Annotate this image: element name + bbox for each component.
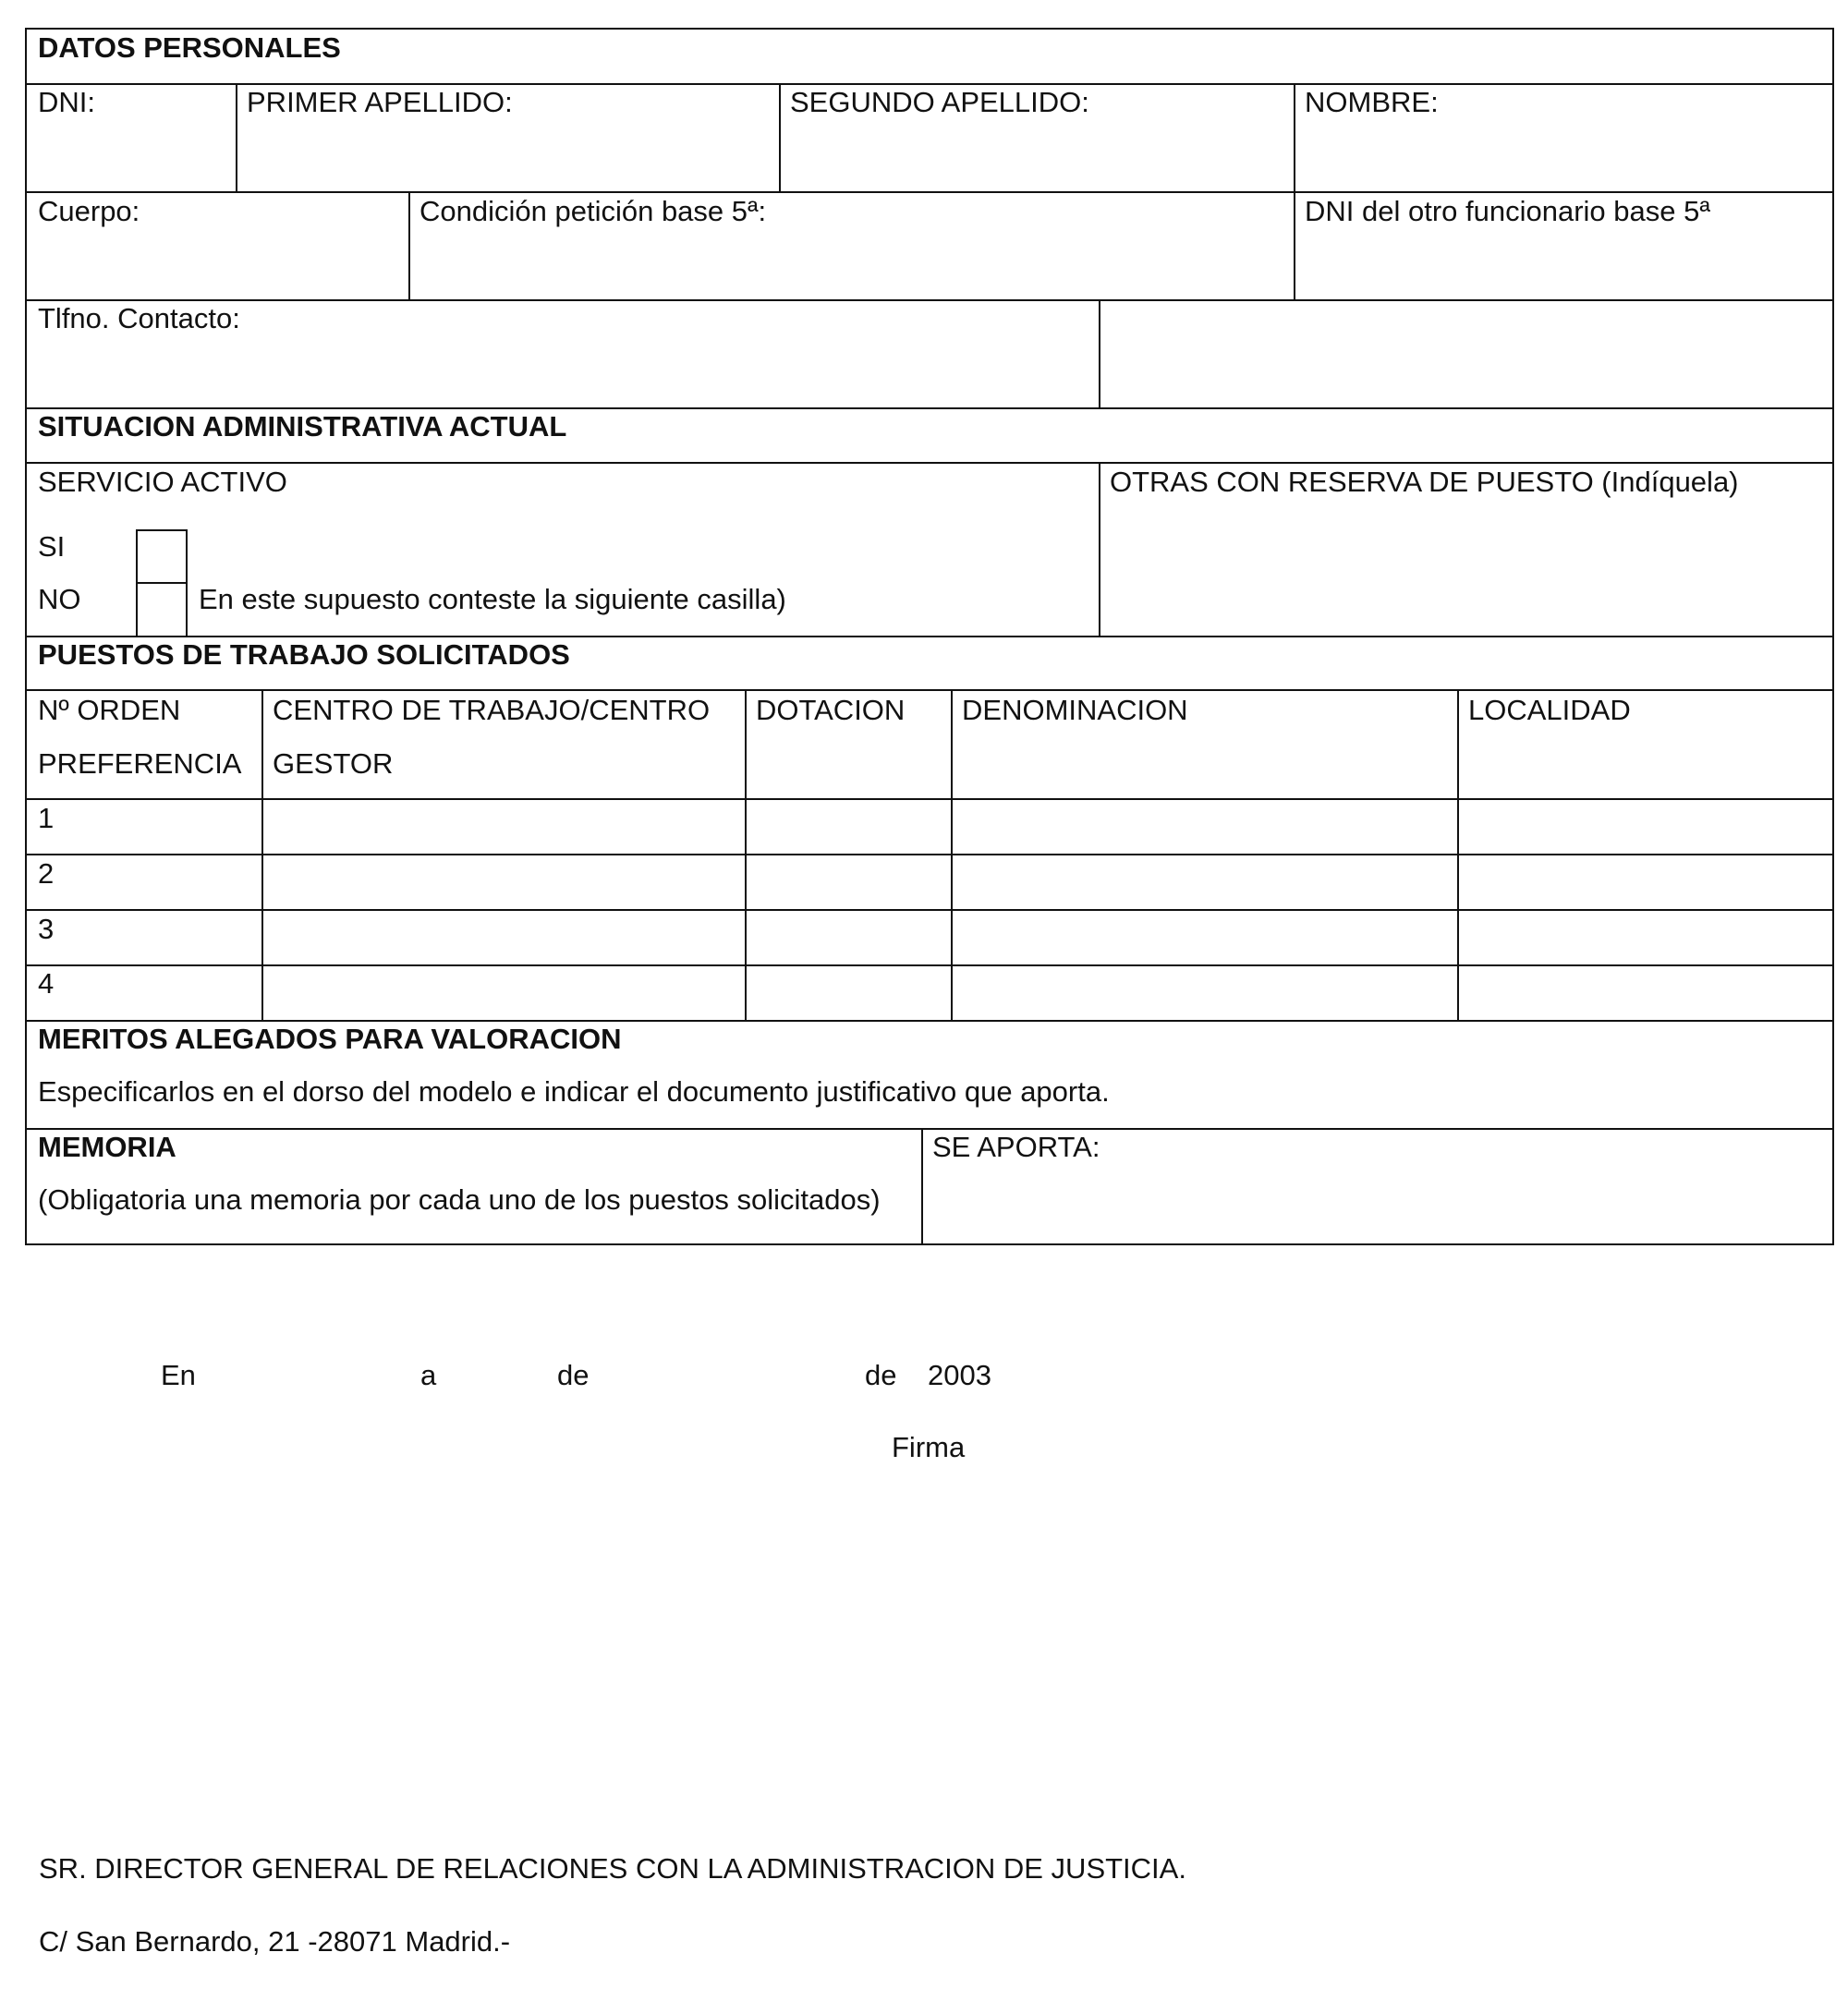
addressee: SR. DIRECTOR GENERAL DE RELACIONES CON LA ADMINISTRACION DE JUSTICIA.: [39, 1852, 1186, 1885]
rule: [27, 854, 1832, 855]
primer-apellido-label: PRIMER APELLIDO:: [247, 86, 513, 118]
si-checkbox[interactable]: [136, 529, 188, 584]
rule: [921, 1128, 923, 1245]
header-orden: Nº ORDEN: [38, 694, 181, 726]
rule: [27, 636, 1832, 637]
rule: [951, 689, 953, 1020]
header-gestor: GESTOR: [273, 747, 394, 780]
section-title-puestos: PUESTOS DE TRABAJO SOLICITADOS: [38, 638, 570, 671]
rule: [261, 689, 263, 1020]
rule: [27, 299, 1832, 301]
rule: [408, 191, 410, 299]
section-title-memoria: MEMORIA: [38, 1131, 176, 1163]
no-label: NO: [38, 583, 81, 615]
nombre-label: NOMBRE:: [1305, 86, 1439, 118]
rule: [1294, 83, 1295, 299]
segundo-apellido-label: SEGUNDO APELLIDO:: [790, 86, 1089, 118]
se-aporta-label: SE APORTA:: [932, 1131, 1100, 1163]
si-label: SI: [38, 530, 66, 563]
rule: [1457, 689, 1459, 1020]
row-number: 2: [38, 857, 55, 890]
rule: [27, 83, 1832, 85]
rule: [27, 964, 1832, 966]
dni-otro-label: DNI del otro funcionario base 5ª: [1305, 195, 1710, 227]
rule: [27, 462, 1832, 464]
row-number: 3: [38, 913, 55, 945]
header-localidad: LOCALIDAD: [1468, 694, 1631, 726]
rule: [779, 83, 781, 191]
otras-reserva-label: OTRAS CON RESERVA DE PUESTO (Indíquela): [1110, 466, 1739, 498]
no-checkbox[interactable]: [136, 582, 188, 637]
date-a: a: [420, 1359, 437, 1391]
date-de: de: [865, 1359, 897, 1391]
rule: [27, 798, 1832, 800]
rule: [27, 1020, 1832, 1022]
section-title-datos-personales: DATOS PERSONALES: [38, 31, 341, 64]
no-note: En este supuesto conteste la siguiente casilla): [199, 583, 786, 615]
row-number: 4: [38, 967, 55, 1000]
date-de: de: [557, 1359, 590, 1391]
section-title-situacion: SITUACION ADMINISTRATIVA ACTUAL: [38, 410, 567, 443]
row-number: 1: [38, 802, 55, 834]
rule: [27, 1128, 1832, 1130]
rule: [27, 909, 1832, 911]
rule: [27, 689, 1832, 691]
section-title-meritos: MERITOS ALEGADOS PARA VALORACION: [38, 1023, 622, 1055]
rule: [27, 191, 1832, 193]
header-denominacion: DENOMINACION: [962, 694, 1188, 726]
header-centro: CENTRO DE TRABAJO/CENTRO: [273, 694, 711, 726]
rule: [236, 83, 237, 191]
rule: [1099, 299, 1100, 407]
rule: [745, 689, 747, 1020]
condicion-label: Condición petición base 5ª:: [419, 195, 767, 227]
date-year: 2003: [928, 1359, 991, 1391]
header-preferencia: PREFERENCIA: [38, 747, 242, 780]
memoria-note: (Obligatoria una memoria por cada uno de los puestos solicitados): [38, 1183, 881, 1216]
place-en: En: [161, 1359, 196, 1391]
cuerpo-label: Cuerpo:: [38, 195, 140, 227]
header-dotacion: DOTACION: [756, 694, 906, 726]
telefono-label: Tlfno. Contacto:: [38, 302, 240, 334]
application-form: [25, 28, 1834, 1245]
servicio-activo-label: SERVICIO ACTIVO: [38, 466, 287, 498]
address: C/ San Bernardo, 21 -28071 Madrid.-: [39, 1925, 511, 1958]
rule: [27, 407, 1832, 409]
meritos-note: Especificarlos en el dorso del modelo e indicar el documento justificativo que aporta.: [38, 1075, 1110, 1108]
dni-label: DNI:: [38, 86, 95, 118]
firma-label: Firma: [892, 1431, 966, 1463]
rule: [1099, 462, 1100, 636]
